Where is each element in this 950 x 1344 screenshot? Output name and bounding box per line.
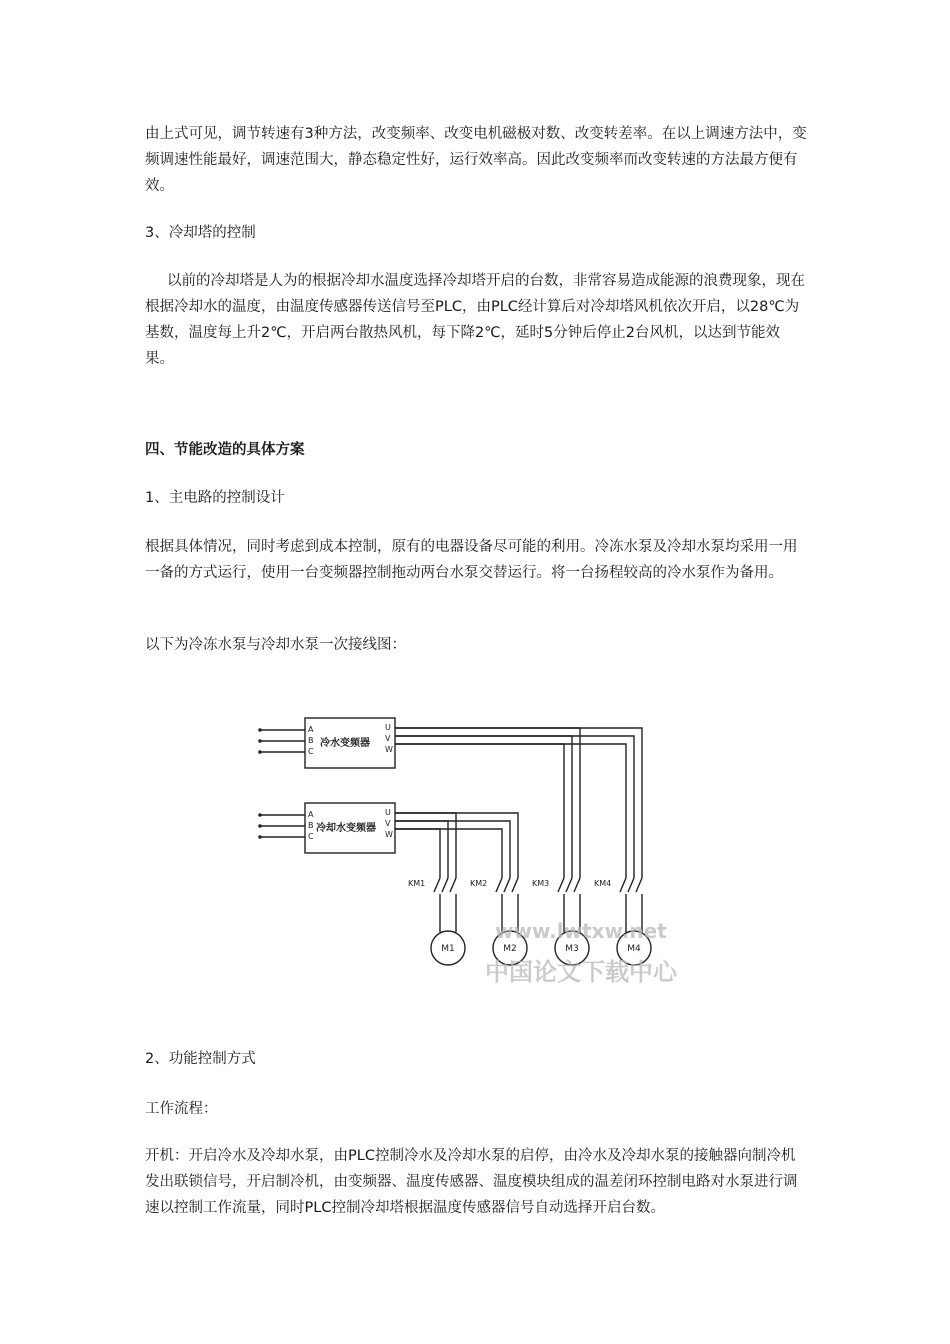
inv1-input-b: B (308, 736, 314, 745)
heading-energy-saving-plan: 四、节能改造的具体方案 (145, 442, 305, 458)
heading-main-circuit-design: 1、主电路的控制设计 (145, 490, 285, 506)
motor-label-3: M3 (565, 944, 579, 954)
inv2-output-v: V (385, 819, 391, 828)
paragraph-startup: 开机：开启冷水及冷却水泵，由PLC控制冷水及冷却水泵的启停，由冷水及冷却水泵的接触器向制冷机发出联锁信号，开启制冷机，由变频器、温度传感器、温度模块组成的温差闭环控制电路对水泵进行调速以控制工作流量，同时PLC控制冷却塔根据温度传感器信号自动选择开启台数。 (145, 1148, 798, 1216)
inv2-input-b: B (308, 821, 314, 830)
inv2-input-a: A (308, 810, 314, 819)
inv1-output-w: W (385, 745, 393, 754)
paragraph-speed-regulation: 由上式可见，调节转速有3种方法，改变频率、改变电机磁极对数、改变转差率。在以上调速方法中，变频调速性能最好，调速范围大，静态稳定性好，运行效率高。因此改变频率而改变转速的方法最方便有效。 (145, 126, 807, 194)
switch-label-2: KM2 (470, 879, 488, 888)
paragraph-main-circuit: 根据具体情况，同时考虑到成本控制，原有的电器设备尽可能的利用。冷冻水泵及冷却水泵均采用一用一备的方式运行，使用一台变频器控制拖动两台水泵交替运行。将一台扬程较高的冷水泵作为备用。 (145, 539, 798, 581)
inverter-1-label: 冷水变频器 (320, 738, 370, 749)
switch-label-4: KM4 (594, 879, 612, 888)
paragraph-workflow-label: 工作流程： (145, 1101, 218, 1117)
paragraph-cooling-tower: 以前的冷却塔是人为的根据冷却水温度选择冷却塔开启的台数，非常容易造成能源的浪费现象，现在根据冷却水的温度，由温度传感器传送信号至PLC，由PLC经计算后对冷却塔风机依次开启，以28℃为基数，温度每上升2℃，开启两台散热风机，每下降2℃，延时5分钟后停止2台风机，以达到节能效果。 (145, 273, 805, 367)
heading-cooling-tower-control: 3、冷却塔的控制 (145, 225, 256, 241)
heading-function-control: 2、功能控制方式 (145, 1051, 256, 1067)
motor-label-2: M2 (503, 944, 517, 954)
inv1-input-a: A (308, 725, 314, 734)
watermark-site-name: 中国论文下载中心 (485, 958, 677, 986)
switch-label-1: KM1 (408, 879, 426, 888)
inv2-input-c: C (308, 832, 314, 841)
inv1-input-c: C (308, 747, 314, 756)
motor-label-4: M4 (627, 944, 641, 954)
inv1-output-v: V (385, 734, 391, 743)
wiring-diagram (250, 708, 730, 998)
inv1-output-u: U (385, 723, 391, 732)
inv2-output-u: U (385, 808, 391, 817)
paragraph-wiring-intro: 以下为冷冻水泵与冷却水泵一次接线图： (145, 637, 406, 653)
inverter-2-label: 冷却水变频器 (316, 823, 376, 834)
inv2-output-w: W (385, 830, 393, 839)
watermark-url: www.lwtxw.net (495, 919, 667, 943)
switch-label-3: KM3 (532, 879, 550, 888)
motor-label-1: M1 (441, 944, 455, 954)
